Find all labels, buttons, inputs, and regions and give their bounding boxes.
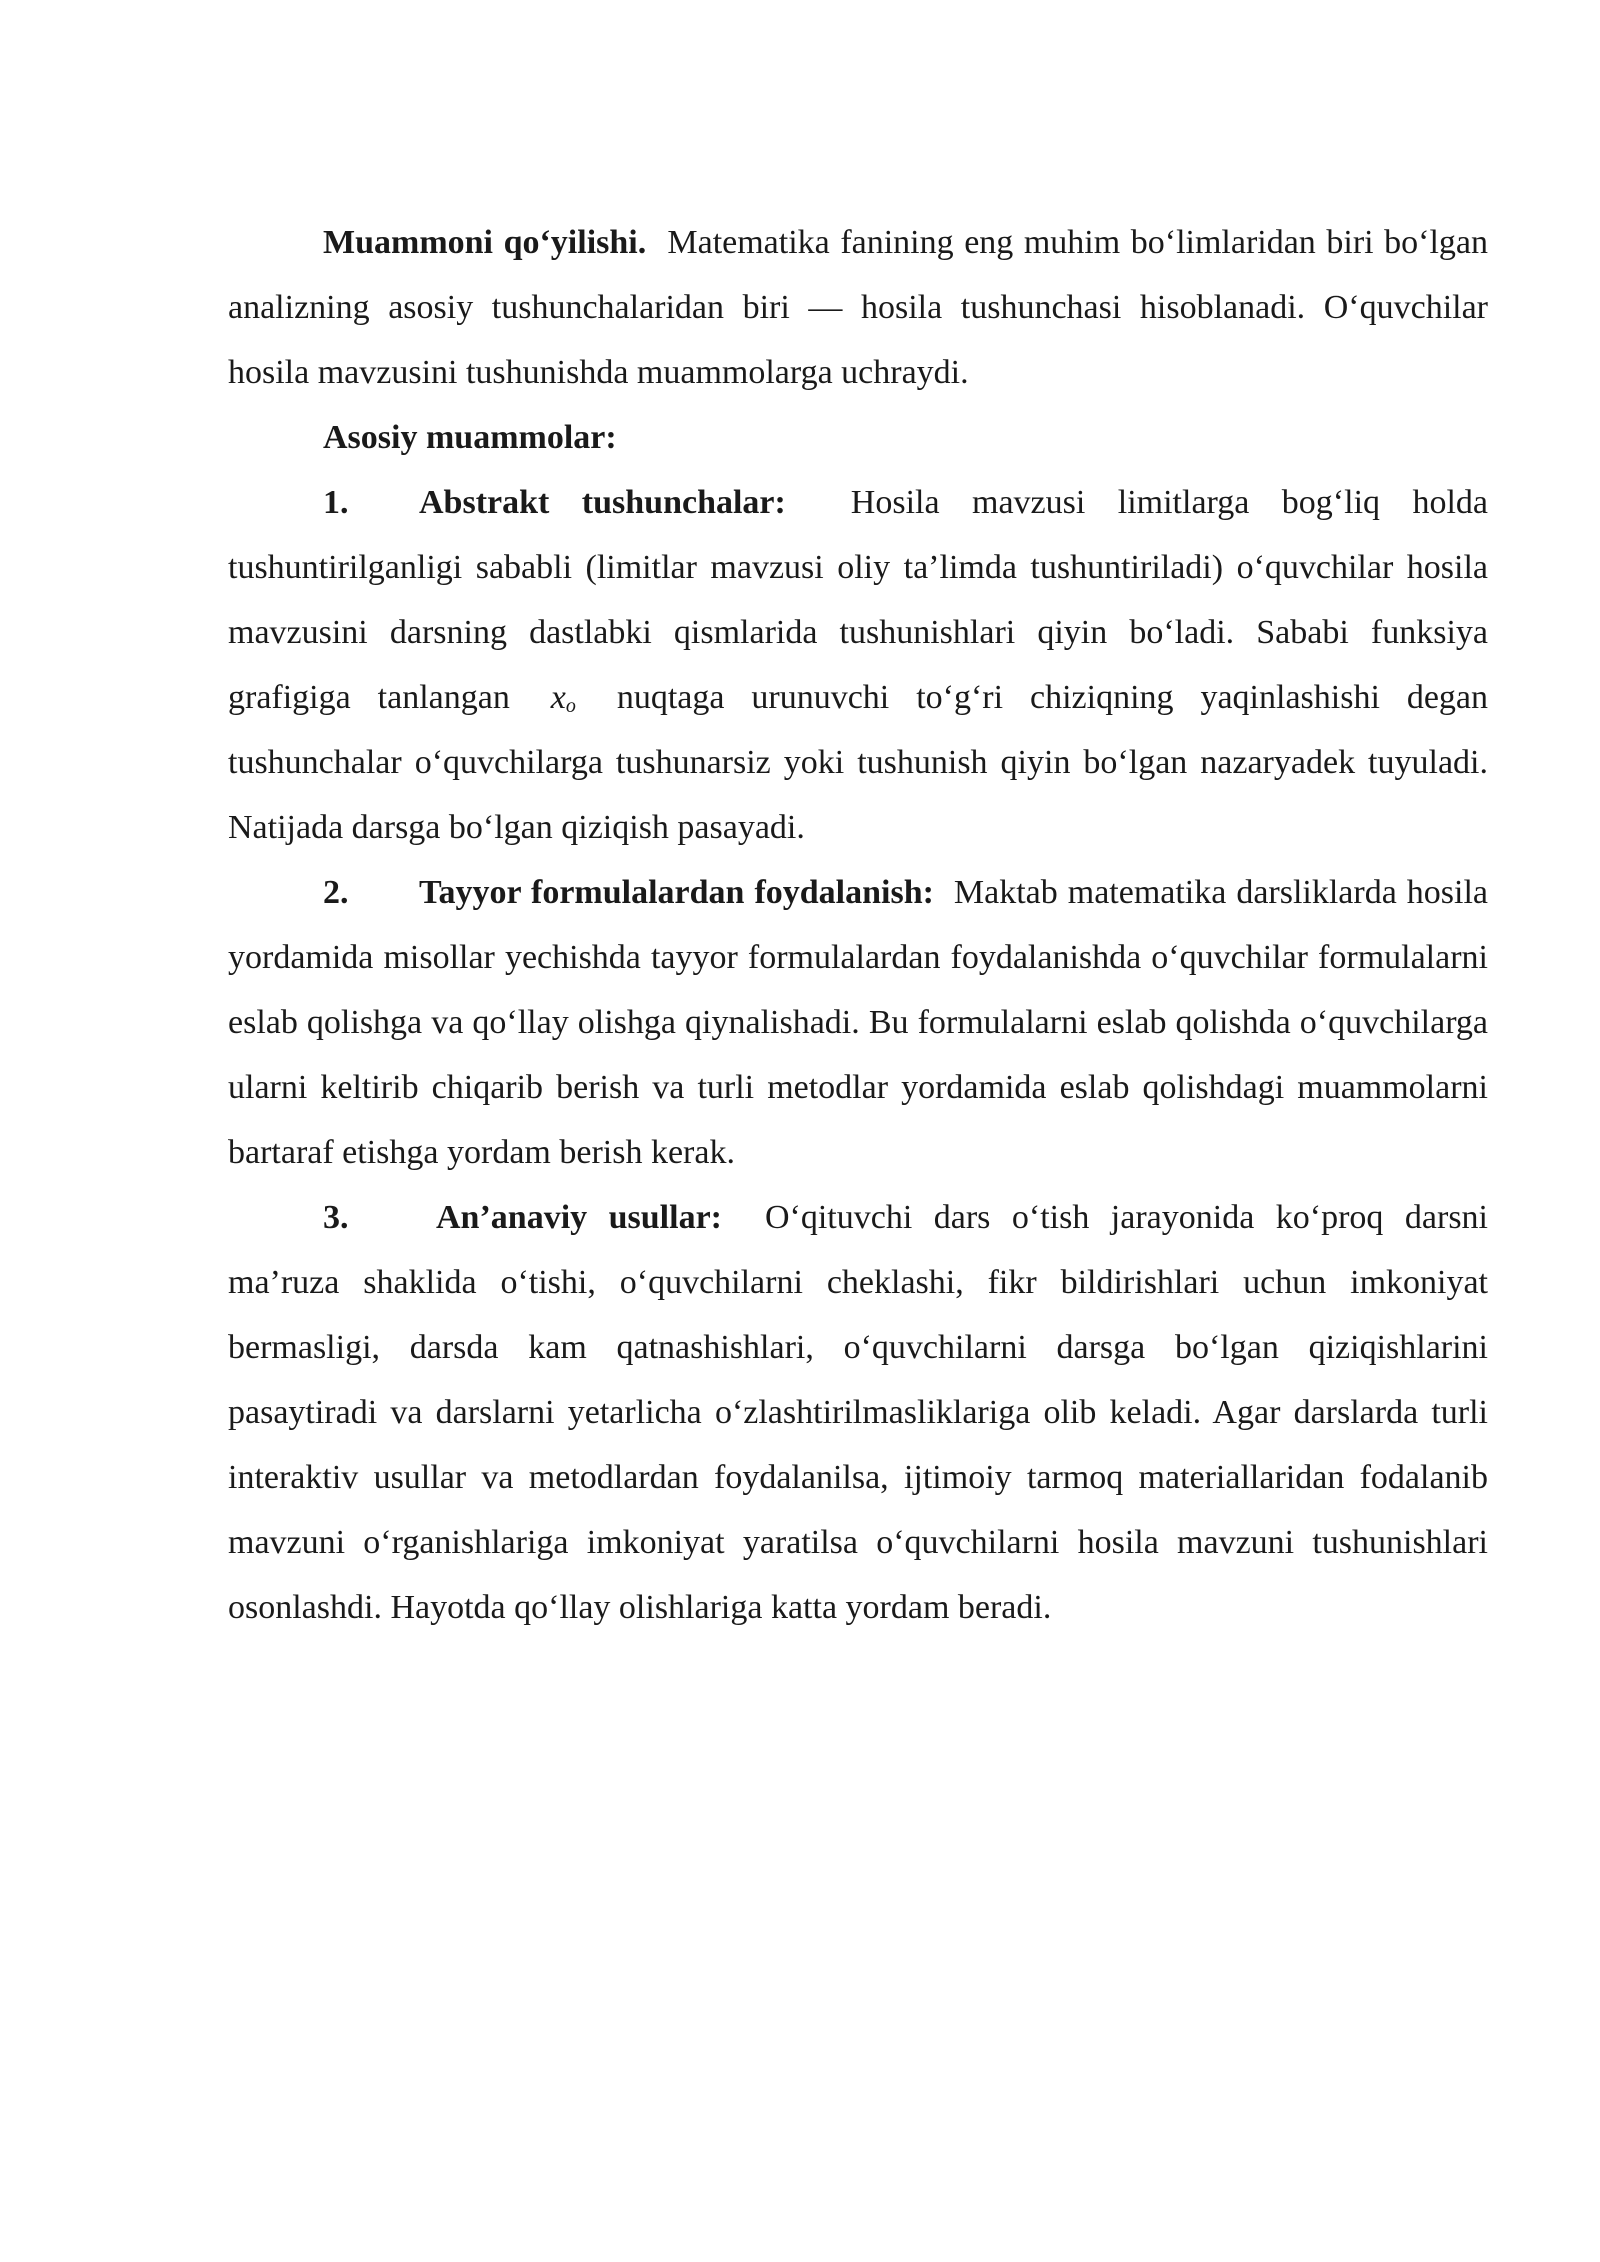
item-text-b: nuqtaga urunuvchi to‘g‘ri chiziqning yaqinlashishi degan tushunchalar o‘quvchilarga tushunarsiz yoki tushunish qiyin bo‘lgan nazaryadek tuyuladi. Natijada darsga bo‘lgan qiziqish pasayadi. — [228, 679, 1489, 846]
problem-item-1 — [228, 470, 1488, 860]
problems-heading: Asosiy muammolar: — [323, 419, 617, 456]
item-number: 1. — [323, 484, 349, 521]
intro-title: Muammoni qo‘yilishi. — [323, 224, 647, 261]
problem-item-2 — [228, 860, 1488, 1185]
item-title: An’anaviy usullar: — [436, 1199, 722, 1236]
intro-paragraph — [228, 210, 1488, 405]
item-number: 3. — [323, 1199, 349, 1236]
item-number: 2. — [323, 874, 349, 911]
item-title: Tayyor formulalardan foydalanish: — [419, 874, 934, 911]
item-text: O‘qituvchi dars o‘tish jarayonida ko‘proq darsni ma’ruza shaklida o‘tishi, o‘quvchilarni cheklashi, fikr bildirishlari uchun imkoniyat bermasligi, darsda kam qatnashishlari, o‘quvchilarni darsga bo‘lgan qiziqishlarini pasaytiradi va darslarni yetarlicha o‘zlashtirilmasliklariga olib keladi. Agar darslarda turli interaktiv usullar va metodlardan foydalanilsa, ijtimoiy tarmoq materiallaridan fodalanib mavzuni o‘rganishlariga imkoniyat yaratilsa o‘quvchilarni hosila mavzuni tushunishlari osonlashdi. Hayotda qo‘llay olishlariga katta yordam beradi. — [228, 1199, 1488, 1626]
item-text-a: Hosila mavzusi limitlarga bog‘liq holda tushuntirilganligi sababli (limitlar mavzusi oliy ta’limda tushuntiriladi) o‘quvchilar hosila mavzusini darsning dastlabki qismlarida tushunishlari qiyin bo‘ladi. Sababi funksiya grafigiga tanlangan — [228, 484, 1489, 716]
math-variable-x0: $x_o$ — [550, 679, 576, 717]
problem-item-3 — [228, 1185, 1488, 1640]
item-title: Abstrakt tushunchalar: — [419, 484, 786, 521]
intro-text: Matematika fanining eng muhim bo‘limlaridan biri bo‘lgan analizning asosiy tushunchalaridan biri — hosila tushunchasi hisoblanadi. O‘quvchilar hosila mavzusini tushunishda muammolarga uchraydi. — [228, 224, 1489, 391]
document-page — [228, 210, 1488, 1640]
item-text: Maktab matematika darsliklarda hosila yordamida misollar yechishda tayyor formulalardan foydalanishda o‘quvchilar formulalarni eslab qolishga va qo‘llay olishga qiynalishadi. Bu formulalarni eslab qolishda o‘quvchilarga ularni keltirib chiqarib berish va turli metodlar yordamida eslab qolishdagi muammolarni bartaraf etishga yordam berish kerak. — [228, 874, 1489, 1171]
